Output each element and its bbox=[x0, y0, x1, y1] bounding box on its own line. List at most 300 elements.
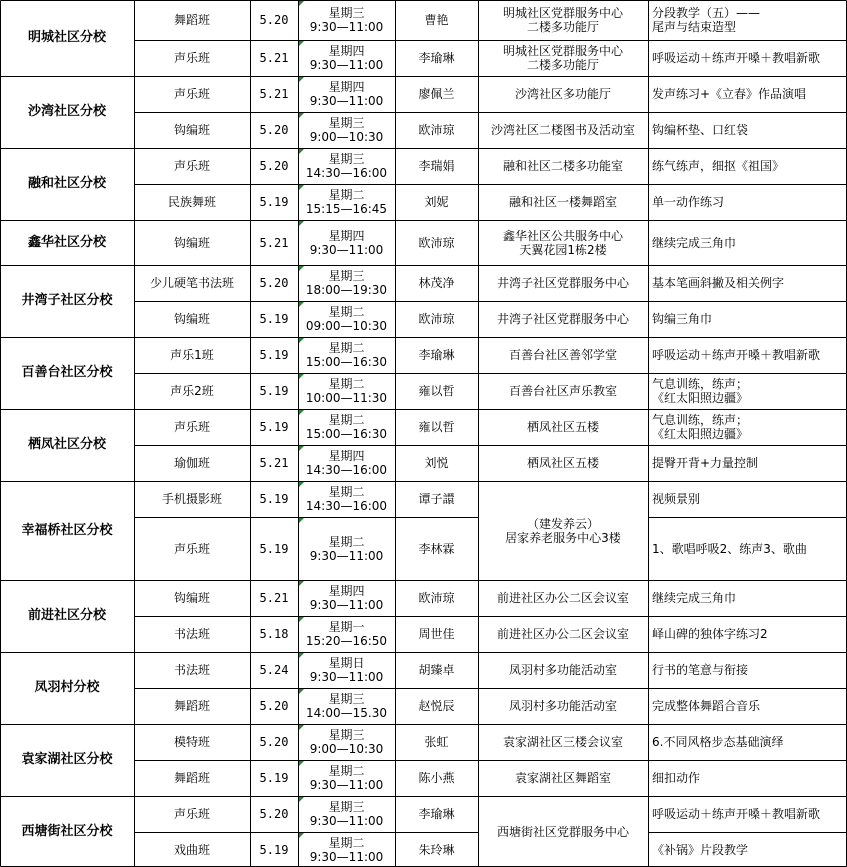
class-location-line: 鑫华社区公共服务中心 bbox=[502, 228, 623, 243]
class-name bbox=[134, 445, 250, 481]
teacher-name bbox=[395, 265, 478, 301]
class-date-line: 5.21 bbox=[259, 235, 289, 250]
class-date bbox=[250, 40, 298, 76]
class-time bbox=[298, 616, 395, 652]
class-name-line: 少儿硬笔书法班 bbox=[149, 276, 234, 290]
class-time-line: 星期四 bbox=[328, 44, 365, 58]
course-content-line: 气息训练，练声； bbox=[652, 413, 749, 427]
class-location-line: 百善台社区声乐教室 bbox=[508, 384, 617, 398]
class-time-line: 星期四 bbox=[328, 80, 365, 94]
course-content bbox=[648, 184, 847, 220]
cell-note-marker bbox=[299, 374, 304, 379]
teacher-name-line: 谭子譞 bbox=[418, 492, 455, 506]
class-location bbox=[478, 373, 648, 409]
class-date-line: 5.20 bbox=[259, 123, 289, 137]
branch-name-line: 井湾子社区分校 bbox=[21, 293, 113, 308]
class-date bbox=[250, 760, 298, 796]
class-name-line: 书法班 bbox=[173, 627, 210, 641]
class-time bbox=[298, 832, 395, 867]
course-content bbox=[648, 112, 847, 148]
class-time-line: 9:30—11:00 bbox=[309, 94, 384, 108]
class-date-line: 5.20 bbox=[259, 276, 289, 290]
class-name-line: 声乐班 bbox=[173, 87, 210, 101]
course-content bbox=[648, 148, 847, 184]
class-date-line: 5.19 bbox=[259, 384, 289, 398]
class-name-line: 声乐1班 bbox=[170, 348, 214, 362]
teacher-name bbox=[395, 40, 478, 76]
teacher-name bbox=[395, 580, 478, 616]
class-location bbox=[478, 580, 648, 616]
class-time-line: 15:15—16:45 bbox=[305, 202, 388, 216]
class-location-line: 袁家湖社区舞蹈室 bbox=[514, 771, 611, 785]
course-content bbox=[648, 76, 847, 112]
cell-note-marker bbox=[299, 221, 304, 226]
course-content-line: 尾声与结束造型 bbox=[652, 20, 737, 34]
class-name bbox=[134, 616, 250, 652]
class-time-line: 18:00—19:30 bbox=[305, 283, 388, 297]
class-date-line: 5.18 bbox=[259, 627, 289, 641]
class-time-line: 星期三 bbox=[328, 692, 365, 706]
cell-note-marker bbox=[299, 41, 304, 46]
teacher-name bbox=[395, 652, 478, 688]
class-date-line: 5.19 bbox=[259, 348, 289, 362]
teacher-name bbox=[395, 220, 478, 265]
class-name bbox=[134, 220, 250, 265]
class-date-line: 5.20 bbox=[259, 807, 289, 821]
class-name bbox=[134, 301, 250, 337]
class-time bbox=[298, 76, 395, 112]
course-content bbox=[648, 652, 847, 688]
course-content bbox=[648, 445, 847, 481]
teacher-name bbox=[395, 760, 478, 796]
class-location-line: 井湾子社区党群服务中心 bbox=[496, 276, 629, 290]
class-location-line: 栖凤社区五楼 bbox=[526, 420, 599, 434]
class-date bbox=[250, 517, 298, 580]
class-location bbox=[478, 409, 648, 445]
branch-name-line: 百善台社区分校 bbox=[21, 365, 113, 380]
class-name-line: 瑜伽班 bbox=[173, 456, 210, 470]
class-location bbox=[478, 112, 648, 148]
teacher-name bbox=[395, 724, 478, 760]
course-content bbox=[648, 409, 847, 445]
branch-name bbox=[0, 796, 134, 867]
class-date-line: 5.19 bbox=[259, 312, 289, 326]
course-content bbox=[648, 616, 847, 652]
class-time-line: 星期四 bbox=[328, 228, 365, 243]
class-time-line: 9:00—10:30 bbox=[309, 130, 384, 144]
branch-name bbox=[0, 0, 134, 76]
class-date bbox=[250, 112, 298, 148]
class-location bbox=[478, 481, 648, 580]
class-location bbox=[478, 184, 648, 220]
course-content-line: 细扣动作 bbox=[652, 771, 701, 785]
class-time-line: 星期二 bbox=[328, 341, 365, 355]
class-time-line: 9:30—11:00 bbox=[309, 778, 384, 792]
class-date bbox=[250, 148, 298, 184]
teacher-name-line: 刘妮 bbox=[424, 195, 449, 209]
class-time bbox=[298, 580, 395, 616]
teacher-name-line: 林茂净 bbox=[418, 276, 455, 290]
class-time bbox=[298, 0, 395, 40]
class-date bbox=[250, 76, 298, 112]
course-content-line: 继续完成三角巾 bbox=[652, 591, 737, 605]
class-location-line: 融和社区一楼舞蹈室 bbox=[508, 195, 617, 209]
class-time-line: 星期三 bbox=[328, 728, 365, 742]
class-date-line: 5.21 bbox=[259, 591, 289, 605]
class-name-line: 声乐班 bbox=[173, 541, 210, 556]
class-location-line: 凤羽村多功能活动室 bbox=[508, 663, 617, 677]
class-date bbox=[250, 481, 298, 517]
class-date-line: 5.21 bbox=[259, 87, 289, 101]
class-name-line: 声乐班 bbox=[173, 420, 210, 434]
teacher-name bbox=[395, 616, 478, 652]
class-date-line: 5.19 bbox=[259, 842, 289, 857]
class-location bbox=[478, 301, 648, 337]
class-location-line: 二楼多功能厅 bbox=[526, 58, 599, 72]
class-time-line: 9:00—10:30 bbox=[309, 742, 384, 756]
class-date-line: 5.20 bbox=[259, 699, 289, 713]
class-name-line: 民族舞班 bbox=[167, 195, 216, 209]
class-time-line: 星期四 bbox=[328, 449, 365, 463]
class-location bbox=[478, 652, 648, 688]
teacher-name-line: 李瑞娟 bbox=[418, 159, 455, 173]
class-time-line: 10:00—11:30 bbox=[305, 391, 388, 405]
class-date-line: 5.19 bbox=[259, 195, 289, 209]
class-date bbox=[250, 796, 298, 832]
class-location bbox=[478, 220, 648, 265]
class-name bbox=[134, 409, 250, 445]
teacher-name-line: 陈小燕 bbox=[418, 771, 455, 785]
class-date-line: 5.21 bbox=[259, 456, 289, 470]
teacher-name bbox=[395, 832, 478, 867]
course-content-line: 单一动作练习 bbox=[652, 195, 725, 209]
class-location-line: 居家养老服务中心3楼 bbox=[505, 530, 621, 545]
class-time-line: 星期三 bbox=[328, 116, 365, 130]
class-date-line: 5.20 bbox=[259, 735, 289, 749]
cell-note-marker bbox=[299, 446, 304, 451]
teacher-name-line: 张虹 bbox=[424, 735, 449, 749]
course-content-line: 钩编三角巾 bbox=[652, 312, 713, 326]
branch-name bbox=[0, 337, 134, 409]
class-name-line: 钩编班 bbox=[173, 591, 210, 605]
teacher-name-line: 雍以哲 bbox=[418, 384, 455, 398]
course-content bbox=[648, 0, 847, 40]
class-date bbox=[250, 409, 298, 445]
branch-name bbox=[0, 652, 134, 724]
class-time-line: 14:30—16:00 bbox=[305, 166, 388, 180]
cell-note-marker bbox=[299, 653, 304, 658]
course-content bbox=[648, 796, 847, 832]
branch-name-line: 幸福桥社区分校 bbox=[21, 522, 113, 538]
class-time bbox=[298, 760, 395, 796]
teacher-name bbox=[395, 796, 478, 832]
class-location bbox=[478, 40, 648, 76]
class-time bbox=[298, 265, 395, 301]
teacher-name bbox=[395, 76, 478, 112]
class-date bbox=[250, 373, 298, 409]
class-time-line: 星期二 bbox=[328, 377, 365, 391]
course-content-line: 6.不同风格步态基础演绎 bbox=[652, 735, 784, 749]
class-time bbox=[298, 688, 395, 724]
class-location-line: 二楼多功能厅 bbox=[526, 20, 599, 34]
class-date bbox=[250, 0, 298, 40]
cell-note-marker bbox=[299, 518, 304, 523]
class-time-line: 15:00—16:30 bbox=[305, 355, 388, 369]
class-time-line: 星期三 bbox=[328, 800, 365, 814]
cell-note-marker bbox=[299, 725, 304, 730]
class-time-line: 15:00—16:30 bbox=[305, 427, 388, 441]
class-name-line: 声乐班 bbox=[173, 159, 210, 173]
class-time-line: 9:30—11:00 bbox=[309, 849, 384, 864]
class-time-line: 14:30—16:00 bbox=[305, 463, 388, 477]
class-name bbox=[134, 481, 250, 517]
class-time bbox=[298, 337, 395, 373]
teacher-name-line: 欧沛琼 bbox=[418, 123, 455, 137]
course-content-line: 1、歌唱呼吸2、练声3、歌曲 bbox=[652, 541, 807, 556]
course-content bbox=[648, 580, 847, 616]
class-location-line: 前进社区办公二区会议室 bbox=[496, 627, 629, 641]
class-name-line: 钩编班 bbox=[173, 123, 210, 137]
class-time bbox=[298, 409, 395, 445]
class-location bbox=[478, 616, 648, 652]
course-content-line: 提臀开背+力量控制 bbox=[652, 456, 759, 470]
teacher-name-line: 赵悦辰 bbox=[418, 699, 455, 713]
class-location-line: 西塘街社区党群服务中心 bbox=[496, 824, 629, 839]
class-date bbox=[250, 652, 298, 688]
teacher-name bbox=[395, 409, 478, 445]
class-time bbox=[298, 148, 395, 184]
class-name-line: 钩编班 bbox=[173, 312, 210, 326]
class-time-line: 9:30—11:00 bbox=[309, 242, 384, 257]
class-name bbox=[134, 0, 250, 40]
cell-note-marker bbox=[299, 833, 304, 838]
branch-name bbox=[0, 148, 134, 220]
class-location-line: 明城社区党群服务中心 bbox=[502, 44, 623, 58]
class-location-line: 百善台社区善邻学堂 bbox=[508, 348, 617, 362]
class-name bbox=[134, 40, 250, 76]
class-date bbox=[250, 832, 298, 867]
course-content-line: 呼吸运动＋练声开嗓＋教唱新歌 bbox=[652, 51, 821, 65]
class-location bbox=[478, 724, 648, 760]
class-name-line: 书法班 bbox=[173, 663, 210, 677]
class-time-line: 星期三 bbox=[328, 6, 365, 20]
class-location bbox=[478, 337, 648, 373]
branch-name-line: 栖凤社区分校 bbox=[27, 437, 106, 452]
cell-note-marker bbox=[299, 266, 304, 271]
class-time-line: 星期二 bbox=[328, 305, 365, 319]
class-name-line: 戏曲班 bbox=[173, 842, 210, 857]
class-date-line: 5.20 bbox=[259, 13, 289, 27]
class-time-line: 星期二 bbox=[328, 485, 365, 499]
class-name bbox=[134, 148, 250, 184]
class-location bbox=[478, 796, 648, 867]
class-time bbox=[298, 445, 395, 481]
class-date bbox=[250, 580, 298, 616]
course-content-line: 《红太阳照边疆》 bbox=[652, 391, 749, 405]
teacher-name-line: 雍以哲 bbox=[418, 420, 455, 434]
course-content bbox=[648, 760, 847, 796]
class-date bbox=[250, 220, 298, 265]
class-time-line: 星期二 bbox=[328, 534, 365, 549]
class-name bbox=[134, 760, 250, 796]
teacher-name bbox=[395, 301, 478, 337]
cell-note-marker bbox=[299, 689, 304, 694]
cell-note-marker bbox=[299, 617, 304, 622]
class-name-line: 模特班 bbox=[173, 735, 210, 749]
class-location-line: 栖凤社区五楼 bbox=[526, 456, 599, 470]
course-content bbox=[648, 373, 847, 409]
class-location-line: 凤羽村多功能活动室 bbox=[508, 699, 617, 713]
class-name bbox=[134, 832, 250, 867]
class-location-line: （建发养云） bbox=[526, 516, 599, 531]
class-date bbox=[250, 724, 298, 760]
branch-name bbox=[0, 481, 134, 580]
class-location bbox=[478, 76, 648, 112]
class-location-line: 沙湾社区多功能厅 bbox=[514, 87, 611, 101]
teacher-name-line: 李瑜琳 bbox=[418, 51, 455, 65]
cell-note-marker bbox=[299, 797, 304, 802]
course-content-line: 行书的笔意与衔接 bbox=[652, 663, 749, 677]
class-time bbox=[298, 220, 395, 265]
course-content-line: 钩编杯垫、口红袋 bbox=[652, 123, 749, 137]
cell-note-marker bbox=[299, 149, 304, 154]
class-date bbox=[250, 301, 298, 337]
class-date-line: 5.24 bbox=[259, 663, 289, 677]
class-location bbox=[478, 760, 648, 796]
class-date-line: 5.19 bbox=[259, 541, 289, 556]
class-time-line: 09:00—10:30 bbox=[305, 319, 388, 333]
class-date bbox=[250, 445, 298, 481]
branch-name-line: 西塘街社区分校 bbox=[21, 823, 113, 839]
branch-name-line: 融和社区分校 bbox=[27, 176, 106, 191]
class-time bbox=[298, 40, 395, 76]
branch-name-line: 明城社区分校 bbox=[27, 30, 106, 45]
teacher-name bbox=[395, 445, 478, 481]
teacher-name-line: 李瑜琳 bbox=[418, 348, 455, 362]
class-location-line: 沙湾社区二楼图书及活动室 bbox=[490, 123, 635, 137]
class-name-line: 舞蹈班 bbox=[173, 771, 210, 785]
class-time-line: 星期二 bbox=[328, 835, 365, 850]
course-content bbox=[648, 301, 847, 337]
class-name-line: 舞蹈班 bbox=[173, 13, 210, 27]
teacher-name-line: 欧沛琼 bbox=[418, 312, 455, 326]
teacher-name-line: 朱玲琳 bbox=[418, 842, 455, 857]
course-content bbox=[648, 337, 847, 373]
cell-note-marker bbox=[299, 761, 304, 766]
class-time-line: 星期一 bbox=[328, 620, 365, 634]
teacher-name-line: 李瑜琳 bbox=[418, 807, 455, 821]
class-name bbox=[134, 184, 250, 220]
course-content-line: 《补锅》片段教学 bbox=[652, 842, 749, 857]
class-time-line: 星期三 bbox=[328, 269, 365, 283]
class-name bbox=[134, 652, 250, 688]
teacher-name-line: 周世佳 bbox=[418, 627, 455, 641]
class-date bbox=[250, 184, 298, 220]
branch-name-line: 凤羽村分校 bbox=[34, 680, 100, 695]
class-time bbox=[298, 796, 395, 832]
course-content-line: 发声练习+《立春》作品演唱 bbox=[652, 87, 807, 101]
class-time-line: 9:30—11:00 bbox=[309, 598, 384, 612]
class-date-line: 5.19 bbox=[259, 771, 289, 785]
course-content-line: 呼吸运动＋练声开嗓＋教唱新歌 bbox=[652, 807, 821, 821]
class-date-line: 5.20 bbox=[259, 159, 289, 173]
class-name bbox=[134, 796, 250, 832]
branch-name bbox=[0, 265, 134, 337]
course-content-line: 分段教学（五）—— bbox=[652, 6, 761, 20]
class-time-line: 9:30—11:00 bbox=[309, 20, 384, 34]
class-date bbox=[250, 688, 298, 724]
teacher-name-line: 欧沛琼 bbox=[418, 235, 455, 250]
class-location bbox=[478, 445, 648, 481]
class-date bbox=[250, 616, 298, 652]
class-time-line: 9:30—11:00 bbox=[309, 814, 384, 828]
course-content bbox=[648, 832, 847, 867]
course-content-line: 《红太阳照边疆》 bbox=[652, 427, 749, 441]
class-name bbox=[134, 265, 250, 301]
teacher-name-line: 欧沛琼 bbox=[418, 591, 455, 605]
class-date bbox=[250, 265, 298, 301]
branch-name-line: 鑫华社区分校 bbox=[27, 234, 106, 250]
cell-note-marker bbox=[299, 77, 304, 82]
teacher-name bbox=[395, 373, 478, 409]
cell-note-marker bbox=[299, 338, 304, 343]
teacher-name bbox=[395, 184, 478, 220]
class-name-line: 声乐班 bbox=[173, 51, 210, 65]
class-name bbox=[134, 76, 250, 112]
class-name bbox=[134, 517, 250, 580]
class-date-line: 5.19 bbox=[259, 420, 289, 434]
teacher-name bbox=[395, 337, 478, 373]
course-content bbox=[648, 517, 847, 580]
cell-note-marker bbox=[299, 1, 304, 6]
teacher-name-line: 李林霖 bbox=[418, 541, 455, 556]
class-time-line: 星期四 bbox=[328, 584, 365, 598]
branch-name bbox=[0, 409, 134, 481]
class-time bbox=[298, 652, 395, 688]
class-time-line: 星期二 bbox=[328, 413, 365, 427]
branch-name bbox=[0, 724, 134, 796]
course-content-line: 完成整体舞蹈合音乐 bbox=[652, 699, 761, 713]
teacher-name-line: 廖佩兰 bbox=[418, 87, 455, 101]
branch-name bbox=[0, 220, 134, 265]
class-time-line: 9:30—11:00 bbox=[309, 548, 384, 563]
cell-note-marker bbox=[299, 113, 304, 118]
class-time-line: 星期日 bbox=[328, 656, 365, 670]
class-location-line: 天翼花园1栋2楼 bbox=[519, 242, 607, 257]
teacher-name-line: 胡臻卓 bbox=[418, 663, 455, 677]
class-location bbox=[478, 148, 648, 184]
class-name-line: 手机摄影班 bbox=[161, 492, 222, 506]
course-content-line: 练气练声，细抠《祖国》 bbox=[652, 159, 785, 173]
branch-name-line: 沙湾社区分校 bbox=[27, 104, 106, 119]
teacher-name bbox=[395, 481, 478, 517]
branch-name bbox=[0, 580, 134, 652]
class-location-line: 袁家湖社区三楼会议室 bbox=[502, 735, 623, 749]
course-content-line: 基本笔画斜撇及相关例字 bbox=[652, 276, 785, 290]
class-name bbox=[134, 724, 250, 760]
class-location-line: 明城社区党群服务中心 bbox=[502, 6, 623, 20]
course-content-line: 峄山碑的独体字练习2 bbox=[652, 627, 768, 641]
cell-note-marker bbox=[299, 185, 304, 190]
class-location-line: 井湾子社区党群服务中心 bbox=[496, 312, 629, 326]
class-location bbox=[478, 688, 648, 724]
teacher-name bbox=[395, 688, 478, 724]
course-content-line: 继续完成三角巾 bbox=[652, 235, 737, 250]
cell-note-marker bbox=[299, 410, 304, 415]
class-time bbox=[298, 517, 395, 580]
class-location bbox=[478, 0, 648, 40]
cell-note-marker bbox=[299, 581, 304, 586]
